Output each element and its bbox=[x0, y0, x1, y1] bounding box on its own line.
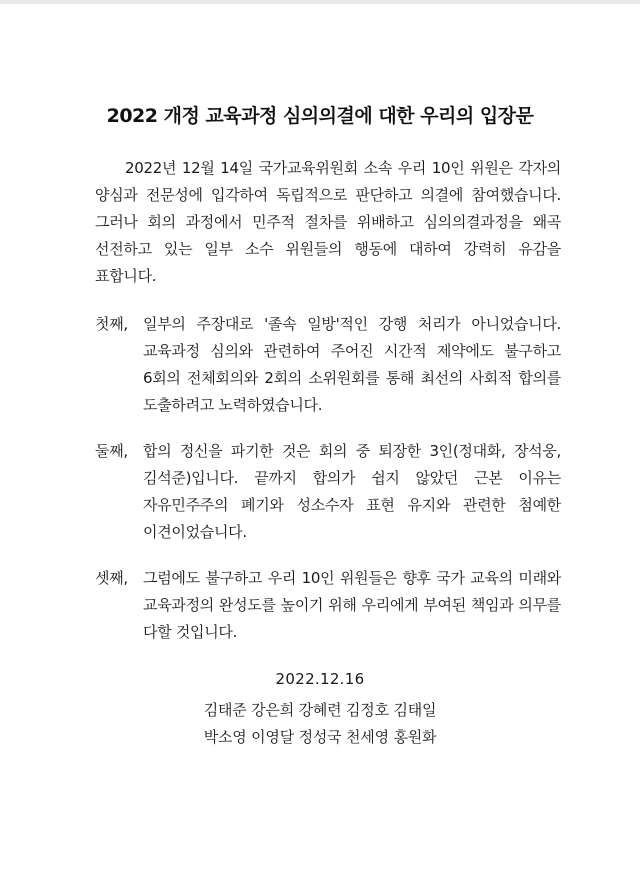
point-text: 그럼에도 불구하고 우리 10인 위원들은 향후 국가 교육의 미래와 교육과정의 완성도를 높이기 위해 우리에게 부여된 책임과 의무를 다할 것입니다. bbox=[143, 569, 561, 641]
point-label: 첫째, bbox=[95, 315, 128, 333]
point-text: 합의 정신을 파기한 것은 회의 중 퇴장한 3인(정대화, 장석웅, 김석준)입니다. 끝까지 합의가 쉽지 않았던 근본 이유는 자유민주주의 폐기와 성소수자 표현 유지와 관련한 첨예한 이견이었습니다. bbox=[143, 442, 561, 541]
signers-line: 박소영 이영달 정성국 천세영 홍원화 bbox=[203, 728, 437, 746]
page-top-edge bbox=[0, 0, 640, 4]
signers-line: 김태준 강은희 강혜련 김정호 김태일 bbox=[203, 701, 437, 719]
document-date: 2022.12.16 bbox=[275, 670, 365, 688]
point-second bbox=[95, 438, 561, 546]
point-text: 일부의 주장대로 '졸속 일방'적인 강행 처리가 아니었습니다. 교육과정 심의와 관련하여 주어진 시간적 제약에도 불구하고 6회의 전체회의와 2회의 소위원회를 통해 최선의 사회적 합의를 도출하려고 노력하였습니다. bbox=[143, 315, 561, 414]
point-first bbox=[95, 311, 561, 419]
point-label: 둘째, bbox=[95, 442, 128, 460]
intro-paragraph: 2022년 12월 14일 국가교육위원회 소속 우리 10인 위원은 각자의 양심과 전문성에 입각하여 독립적으로 판단하고 의결에 참여했습니다. 그러나 회의 과정에서 민주적 절차를 위배하고 심의의결과정을 왜곡 선전하고 있는 일부 소수 위원들의 행동에 대하여 강력히 유감을 표합니다. bbox=[95, 159, 561, 285]
point-third bbox=[95, 565, 561, 646]
signers-block bbox=[0, 697, 640, 751]
document-title: 2022 개정 교육과정 심의의결에 대한 우리의 입장문 bbox=[106, 105, 534, 127]
point-label: 셋째, bbox=[95, 569, 128, 587]
